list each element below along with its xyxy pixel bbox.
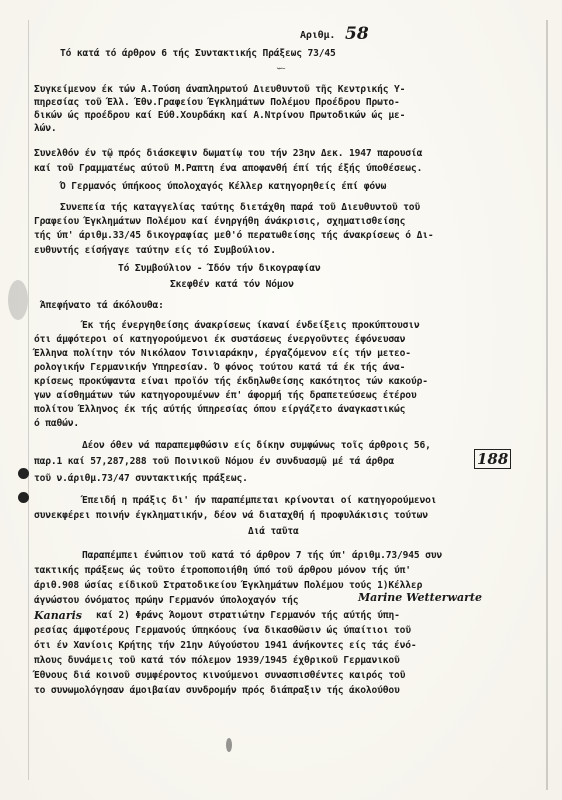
therefore-heading: Διά ταῦτα <box>248 526 299 537</box>
text-line: γων αίσθημάτων τών κατηγορουμένων έπ' άφορμή τής δραπετεύσεως έτέρου <box>34 390 417 401</box>
document-title: Τό κατά τό άρθρον 6 τής Συντακτικής Πράξεως 73/45 <box>60 48 336 59</box>
text-line: ότι έν Χανίοις Κρήτης τήν 21ην Αύγούστου 1941 άνήκοντες είς τάς ένό- <box>34 640 417 651</box>
text-line: Έθνους διά κοινοῦ συμφέροντος κινούμενοι συνασπισθέντες καιρός τοῦ <box>34 670 406 681</box>
ink-mark <box>226 738 232 752</box>
text-line: παρ.1 καί 57,287,288 τοῦ Ποινικοῦ Νόμου έν συνδυασμῷ μέ τά άρθρα <box>34 456 395 467</box>
handwritten-name: Kanaris <box>34 609 82 622</box>
punch-hole <box>18 492 29 503</box>
text-line: πολίτου Έλληνος έκ τής αύτής ύπηρεσίας όπου είργάζετο άναγκαστικώς <box>34 404 406 415</box>
text-line: Παραπέμπει ένώπιον τοῦ κατά τό άρθρον 7 τής ύπ' άριθμ.73/945 συν <box>82 550 443 561</box>
text-line: δικών ώς προέδρου καί Εύθ.Χουρδάκη καί Α.Ντρίνου Πρωτοδικών ώς με- <box>34 110 406 121</box>
text-line: το συνωμολόγησαν άμοιβαίαν συνδρομήν πρός διάπραξιν τής άκολούθου <box>34 685 400 696</box>
council-heading: Τό Συμβούλιον - Ίδόν τήν δικογραφίαν <box>118 263 321 274</box>
text-line: Ό Γερμανός ύπήκοος ύπολοχαγός Κέλλερ κατηγορηθείς έπί φόνω <box>60 181 387 192</box>
text-line: ότι άμφότεροι οί κατηγορούμενοι έκ συστάσεως ένεργοῦντες έφόνευσαν <box>34 334 406 345</box>
text-line: πηρεσίας τοῦ Έλλ. Έθν.Γραφείου Έγκλημάτων Πολέμου Προέδρου Πρωτο- <box>34 97 400 108</box>
text-line: τής ύπ' άριθμ.33/45 δικογραφίας μεθ'ό περατωθείσης τής άνακρίσεως ό Δι- <box>34 230 434 241</box>
text-line: κρίσεως προκύψαντα είναι προϊόν τής έκδηλωθείσης κακότητος τών κακούρ- <box>34 376 428 387</box>
text-line: Δέον όθεν νά παραπεμφθώσιν είς δίκην συμφώνως τοῖς άρθροις 56, <box>82 440 431 451</box>
text-line: πλους δυνάμεις τοῦ κατά τόν πόλεμον 1939/1945 έχθρικοῦ Γερμανικοῦ <box>34 655 400 666</box>
text-line: Έκ τής ένεργηθείσης άνακρίσεως ίκαναί ένδείξεις προκύπτουσιν <box>82 320 420 331</box>
text-line: καί 2) Φράνς Άομουτ στρατιώτην Γερμανόν τής αύτής ύπη- <box>96 610 400 621</box>
text-line: ρεσίας άμφοτέρους Γερμανούς ύπηκόους ίνα δικασθῶσιν ώς ύπαίτιοι τοῦ <box>34 625 411 636</box>
text-line: Έπειδή η πράξις δι' ήν παραπέμπεται κρίνονται οί κατηγορούμενοι <box>82 495 437 506</box>
text-line: ευθυντής είσήγαγε ταύτην είς τό Συμβούλιον. <box>34 245 276 256</box>
text-line: άριθ.908 ώσίας είδικοῦ Στρατοδικείου Έγκλημάτων Πολέμου τούς 1)Κέλλερ <box>34 580 423 591</box>
page-edge-shadow <box>546 20 548 790</box>
document-subtitle: Συμβούλιον <box>276 69 286 70</box>
handwritten-unit-name: Marine Wetterwarte <box>358 591 482 604</box>
fold-line <box>28 20 29 780</box>
margin-smudge <box>8 280 28 320</box>
text-line: άγνώστου όνόματος πρώην Γερμανόν ύπολοχαγόν τής <box>34 595 299 606</box>
text-line: τοῦ ν.άριθμ.73/47 συντακτικής πράξεως. <box>34 473 248 484</box>
text-line: Έλληνα πολίτην τόν Νικόλαον Τσινιαράκην, έργαζόμενον είς τήν μετεο- <box>34 348 411 359</box>
text-line: Συγκείμενον έκ τών Α.Τούση άναπληρωτού Διευθυντοῦ τῆς Κεντρικής Υ- <box>34 84 406 95</box>
text-line: συνεκφέρει ποινήν έγκληματικήν, δέον νά διαταχθή ή προφυλάκισις τούτων <box>34 510 428 521</box>
deliberation-heading: Σκεφθέν κατά τόν Νόμον <box>170 279 294 290</box>
punch-hole <box>18 468 29 479</box>
text-line: ρολογικήν Γερμανικήν Υπηρεσίαν. Ό φόνος τούτου κατά τά έκ τής άνα- <box>34 362 406 373</box>
text-line: ό παθών. <box>34 418 80 429</box>
handwritten-article-number: 188 <box>474 449 511 469</box>
text-line: Συνεπεία τής καταγγελίας ταύτης διετάχθη παρά τοῦ Διευθυντοῦ τοῦ <box>60 202 421 213</box>
text-line: Γραφείου Έγκλημάτων Πολέμου καί ένηργήθη άνάκρισις, σχηματισθείσης <box>34 216 406 227</box>
text-line: Άπεφήνατο τά άκόλουθα: <box>40 300 164 311</box>
text-line: Συνελθόν έν τῷ πρός διάσκεψιν δωματίῳ του τήν 23ην Δεκ. 1947 παρουσία <box>34 148 423 159</box>
text-line: λών. <box>34 123 57 134</box>
text-line: καί τοῦ Γραμματέως αύτοῦ Μ.Ραπτη ένα αποφανθή έπί τής έξής ύποθέσεως. <box>34 163 423 174</box>
text-line: τακτικής πράξεως ώς τοῦτο έτροποποιήθη ύπό τοῦ άρθρου μόνον τής ύπ' <box>34 565 411 576</box>
document-number: 58 <box>345 24 369 44</box>
number-label: Αριθμ. <box>300 30 336 41</box>
